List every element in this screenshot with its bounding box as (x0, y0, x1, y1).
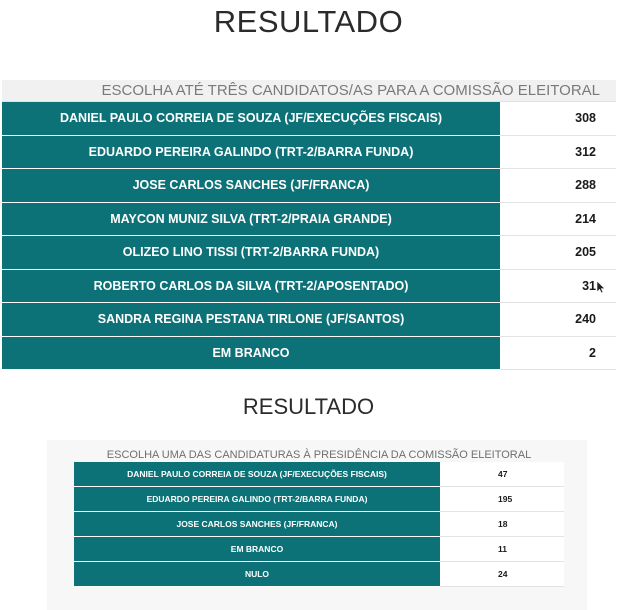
vote-count: 308 (500, 102, 616, 136)
candidate-name: EM BRANCO (2, 337, 500, 371)
vote-count: 31 (500, 270, 616, 304)
candidate-name: NULO (74, 562, 440, 587)
table-row (2, 203, 616, 237)
candidate-name: DANIEL PAULO CORREIA DE SOUZA (JF/EXECUÇÕES FISCAIS) (2, 102, 500, 136)
table-row (74, 537, 564, 562)
presidency-question-header: ESCOLHA UMA DAS CANDIDATURAS À PRESIDÊNCIA DA COMISSÃO ELEITORAL (74, 448, 564, 463)
results-title-presidency: RESULTADO (242, 394, 375, 419)
results-title: RESULTADO (213, 4, 404, 39)
vote-count: 288 (500, 169, 616, 203)
table-row (2, 102, 616, 136)
candidate-name: SANDRA REGINA PESTANA TIRLONE (JF/SANTOS) (2, 303, 500, 337)
table-row (74, 512, 564, 537)
candidate-name: JOSE CARLOS SANCHES (JF/FRANCA) (74, 512, 440, 537)
candidate-name: OLIZEO LINO TISSI (TRT-2/BARRA FUNDA) (2, 236, 500, 270)
commission-question-header: ESCOLHA ATÉ TRÊS CANDIDATOS/AS PARA A COMISSÃO ELEITORAL (2, 80, 616, 102)
table-row (2, 337, 616, 371)
table-row (2, 270, 616, 304)
vote-count: 195 (440, 487, 564, 512)
table-row (74, 462, 564, 487)
mouse-pointer-icon (596, 280, 606, 294)
vote-count: 205 (500, 236, 616, 270)
table-row (2, 169, 616, 203)
commission-results-table (2, 102, 616, 370)
candidate-name: ROBERTO CARLOS DA SILVA (TRT-2/APOSENTADO) (2, 270, 500, 304)
table-row (2, 303, 616, 337)
table-row (74, 487, 564, 512)
vote-count: 18 (440, 512, 564, 537)
table-row (2, 236, 616, 270)
vote-count: 11 (440, 537, 564, 562)
vote-count: 214 (500, 203, 616, 237)
vote-count: 24 (440, 562, 564, 587)
candidate-name: MAYCON MUNIZ SILVA (TRT-2/PRAIA GRANDE) (2, 203, 500, 237)
candidate-name: EDUARDO PEREIRA GALINDO (TRT-2/BARRA FUNDA) (74, 487, 440, 512)
candidate-name: EM BRANCO (74, 537, 440, 562)
vote-count: 312 (500, 136, 616, 170)
vote-count: 2 (500, 337, 616, 371)
vote-count: 47 (440, 462, 564, 487)
presidency-results-table (74, 462, 564, 587)
candidate-name: EDUARDO PEREIRA GALINDO (TRT-2/BARRA FUNDA) (2, 136, 500, 170)
candidate-name: DANIEL PAULO CORREIA DE SOUZA (JF/EXECUÇÕES FISCAIS) (74, 462, 440, 487)
candidate-name: JOSE CARLOS SANCHES (JF/FRANCA) (2, 169, 500, 203)
vote-count: 240 (500, 303, 616, 337)
table-row (2, 136, 616, 170)
table-row (74, 562, 564, 587)
